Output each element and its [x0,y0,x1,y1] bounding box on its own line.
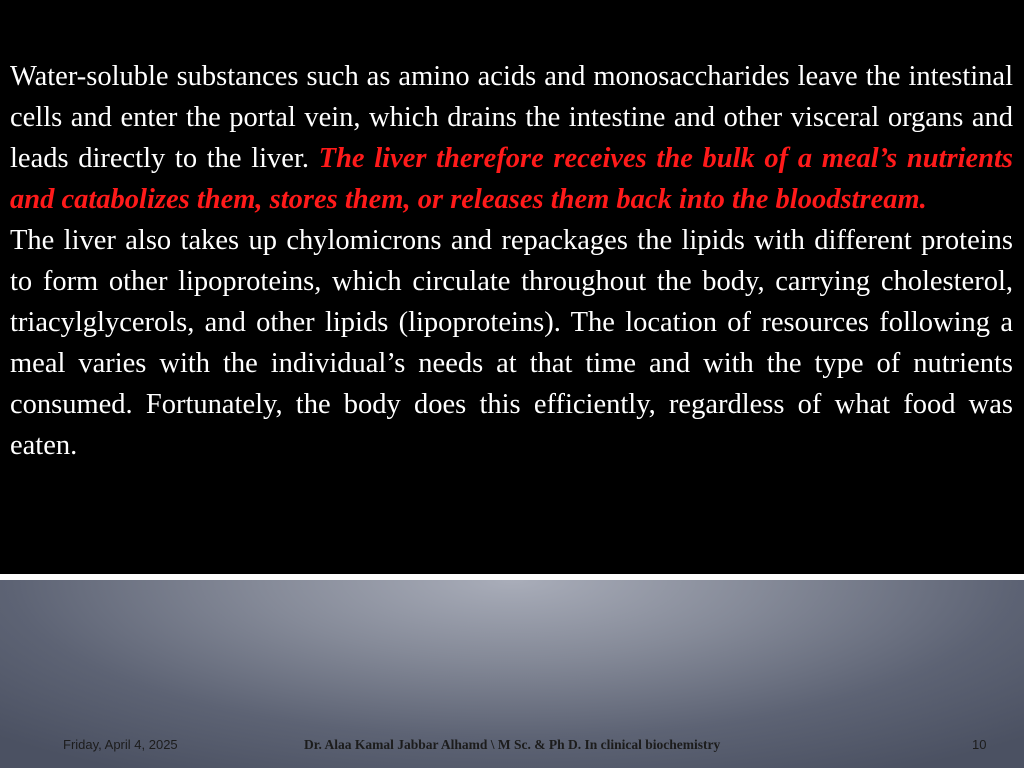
paragraph-2: The liver also takes up chylomicrons and repackages the lipids with different proteins to form other lipoproteins, which circulate throughout the body, carrying cholesterol, triacylglycerols, and other lipids (lipoproteins). The location of resources following a meal varies with the individual’s needs at that time and with the type of nutrients consumed. Fortunately, the body does this efficiently, regardless of what food was eaten. [10,225,1013,461]
footer-author: Dr. Alaa Kamal Jabbar Alhamd \ M Sc. & Ph D. In clinical biochemistry [304,737,721,752]
body-text [10,56,1013,466]
paragraph-1-emphasis: The liver therefore receives the bulk of a meal’s nutrients and catabolizes them, stores them, or releases them back into the bloodstream. [10,143,1013,215]
footer-date: Friday, April 4, 2025 [63,737,178,752]
paragraph-1-text: Water-soluble substances such as amino acids and monosaccharides leave the intestinal cells and enter the portal vein, which drains the intestine and other visceral organs and leads directly to the liver. [10,61,1013,174]
paragraph-1 [10,56,1013,220]
slide-number: 10 [972,737,987,752]
